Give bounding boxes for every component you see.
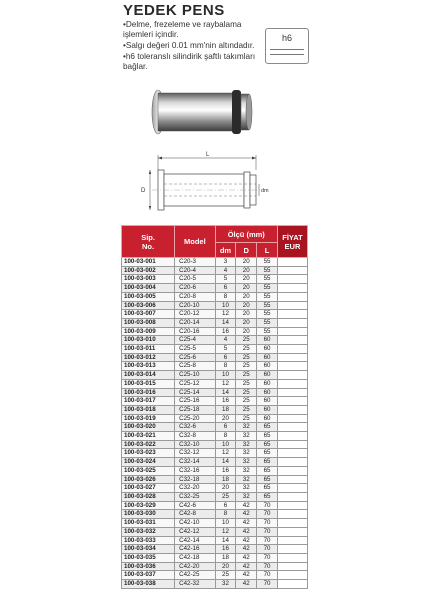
l-cell: 60	[257, 388, 278, 397]
price-cell	[277, 440, 307, 449]
model-cell: C42-32	[175, 580, 215, 589]
d-cell: 32	[236, 466, 257, 475]
model-cell: C20-12	[175, 310, 215, 319]
price-cell	[277, 258, 307, 267]
d-cell: 42	[236, 519, 257, 528]
sip-no-cell: 100-03-018	[122, 405, 175, 414]
dm-cell: 20	[215, 484, 236, 493]
model-cell: C25-6	[175, 353, 215, 362]
sip-no-cell: 100-03-019	[122, 414, 175, 423]
table-row	[122, 292, 308, 301]
d-cell: 25	[236, 414, 257, 423]
dm-cell: 14	[215, 318, 236, 327]
feature-item: •Delme, frezeleme ve raybalama işlemleri içindir.	[123, 20, 242, 39]
d-cell: 20	[236, 301, 257, 310]
d-cell: 20	[236, 275, 257, 284]
sip-no-cell: 100-03-020	[122, 423, 175, 432]
table-row	[122, 510, 308, 519]
table-row	[122, 405, 308, 414]
table-row	[122, 536, 308, 545]
d-cell: 20	[236, 258, 257, 267]
dm-cell: 16	[215, 466, 236, 475]
l-cell: 65	[257, 432, 278, 441]
l-cell: 70	[257, 519, 278, 528]
sip-no-cell: 100-03-016	[122, 388, 175, 397]
sip-no-cell: 100-03-033	[122, 536, 175, 545]
l-cell: 70	[257, 545, 278, 554]
price-cell	[277, 379, 307, 388]
l-cell: 70	[257, 580, 278, 589]
table-row	[122, 345, 308, 354]
price-cell	[277, 284, 307, 293]
dm-cell: 20	[215, 414, 236, 423]
l-cell: 65	[257, 466, 278, 475]
table-row	[122, 318, 308, 327]
feature-item: •h6 toleranslı silindirik şaftlı takımları bağlar.	[123, 52, 256, 71]
table-row	[122, 266, 308, 275]
l-cell: 65	[257, 449, 278, 458]
price-cell	[277, 405, 307, 414]
price-cell	[277, 388, 307, 397]
sip-no-header: Sip. No.	[122, 226, 175, 258]
l-cell: 55	[257, 266, 278, 275]
sip-no-cell: 100-03-038	[122, 580, 175, 589]
model-cell: C25-8	[175, 362, 215, 371]
sip-no-cell: 100-03-035	[122, 553, 175, 562]
l-cell: 70	[257, 536, 278, 545]
table-row	[122, 458, 308, 467]
sip-no-cell: 100-03-008	[122, 318, 175, 327]
model-cell: C20-4	[175, 266, 215, 275]
model-cell: C32-18	[175, 475, 215, 484]
sip-no-cell: 100-03-003	[122, 275, 175, 284]
d-cell: 25	[236, 345, 257, 354]
price-cell	[277, 571, 307, 580]
dm-cell: 25	[215, 492, 236, 501]
sip-no-cell: 100-03-029	[122, 501, 175, 510]
sip-no-cell: 100-03-001	[122, 258, 175, 267]
model-cell: C42-18	[175, 553, 215, 562]
tolerance-label: h6	[281, 33, 292, 43]
dm-cell: 10	[215, 519, 236, 528]
dm-cell: 6	[215, 284, 236, 293]
model-cell: C25-18	[175, 405, 215, 414]
dm-cell: 12	[215, 379, 236, 388]
price-cell	[277, 492, 307, 501]
l-cell: 60	[257, 379, 278, 388]
price-cell	[277, 362, 307, 371]
l-cell: 60	[257, 397, 278, 406]
price-cell	[277, 580, 307, 589]
table-row	[122, 310, 308, 319]
model-cell: C25-14	[175, 388, 215, 397]
price-cell	[277, 423, 307, 432]
d-cell: 42	[236, 553, 257, 562]
dm-cell: 8	[215, 432, 236, 441]
d-cell: 20	[236, 292, 257, 301]
tolerance-badge	[265, 28, 309, 64]
table-row	[122, 388, 308, 397]
table-row	[122, 353, 308, 362]
sip-no-cell: 100-03-006	[122, 301, 175, 310]
sip-no-cell: 100-03-023	[122, 449, 175, 458]
table-row	[122, 492, 308, 501]
dm-cell: 16	[215, 327, 236, 336]
l-cell: 65	[257, 492, 278, 501]
price-cell	[277, 327, 307, 336]
dm-cell: 12	[215, 527, 236, 536]
table-row	[122, 379, 308, 388]
d-cell: 25	[236, 388, 257, 397]
d-cell: 25	[236, 336, 257, 345]
dm-cell: 18	[215, 405, 236, 414]
price-cell	[277, 353, 307, 362]
l-cell: 60	[257, 405, 278, 414]
model-cell: C20-6	[175, 284, 215, 293]
dm-cell: 14	[215, 388, 236, 397]
sip-no-cell: 100-03-025	[122, 466, 175, 475]
diameter-label: D	[141, 188, 146, 194]
dm-cell: 16	[215, 545, 236, 554]
sip-no-cell: 100-03-007	[122, 310, 175, 319]
table-row	[122, 545, 308, 554]
table-row	[122, 327, 308, 336]
price-cell	[277, 414, 307, 423]
price-cell	[277, 527, 307, 536]
table-row	[122, 466, 308, 475]
price-cell	[277, 545, 307, 554]
d-cell: 42	[236, 536, 257, 545]
d-cell: 32	[236, 484, 257, 493]
sip-no-cell: 100-03-002	[122, 266, 175, 275]
dm-cell: 12	[215, 449, 236, 458]
l-cell: 55	[257, 284, 278, 293]
d-cell: 42	[236, 510, 257, 519]
model-cell: C20-14	[175, 318, 215, 327]
price-cell	[277, 536, 307, 545]
l-cell: 60	[257, 336, 278, 345]
price-cell	[277, 301, 307, 310]
price-cell	[277, 432, 307, 441]
dm-cell: 32	[215, 580, 236, 589]
price-cell	[277, 318, 307, 327]
table-row	[122, 371, 308, 380]
sip-no-cell: 100-03-010	[122, 336, 175, 345]
d-cell: 25	[236, 379, 257, 388]
price-cell	[277, 484, 307, 493]
model-cell: C42-14	[175, 536, 215, 545]
model-cell: C20-16	[175, 327, 215, 336]
l-cell: 70	[257, 510, 278, 519]
l-cell: 70	[257, 501, 278, 510]
table-row	[122, 580, 308, 589]
dm-cell: 6	[215, 423, 236, 432]
dm-cell: 10	[215, 371, 236, 380]
l-cell: 55	[257, 301, 278, 310]
d-cell: 32	[236, 449, 257, 458]
model-cell: C32-12	[175, 449, 215, 458]
sip-no-cell: 100-03-028	[122, 492, 175, 501]
price-cell	[277, 519, 307, 528]
sip-no-cell: 100-03-005	[122, 292, 175, 301]
model-cell: C42-8	[175, 510, 215, 519]
feature-list	[123, 20, 273, 73]
table-body	[122, 258, 308, 589]
l-header: L	[257, 243, 278, 258]
table-row	[122, 527, 308, 536]
sip-no-cell: 100-03-037	[122, 571, 175, 580]
model-cell: C25-10	[175, 371, 215, 380]
dm-cell: 18	[215, 553, 236, 562]
price-cell	[277, 336, 307, 345]
dm-cell: 14	[215, 536, 236, 545]
l-cell: 65	[257, 475, 278, 484]
d-cell: 42	[236, 501, 257, 510]
d-cell: 25	[236, 397, 257, 406]
price-cell	[277, 475, 307, 484]
d-cell: 25	[236, 405, 257, 414]
d-cell: 32	[236, 492, 257, 501]
price-cell	[277, 345, 307, 354]
sip-no-cell: 100-03-032	[122, 527, 175, 536]
table-row	[122, 423, 308, 432]
sip-no-cell: 100-03-022	[122, 440, 175, 449]
model-cell: C32-16	[175, 466, 215, 475]
table-row	[122, 519, 308, 528]
table-row	[122, 432, 308, 441]
d-cell: 32	[236, 440, 257, 449]
l-cell: 60	[257, 362, 278, 371]
l-cell: 55	[257, 258, 278, 267]
model-cell: C32-6	[175, 423, 215, 432]
d-cell: 32	[236, 475, 257, 484]
dm-cell: 8	[215, 292, 236, 301]
l-cell: 65	[257, 458, 278, 467]
d-cell: 25	[236, 371, 257, 380]
sip-no-cell: 100-03-036	[122, 562, 175, 571]
table-row	[122, 336, 308, 345]
sip-no-cell: 100-03-015	[122, 379, 175, 388]
model-cell: C25-16	[175, 397, 215, 406]
model-cell: C32-10	[175, 440, 215, 449]
table-row	[122, 562, 308, 571]
dm-cell: 5	[215, 345, 236, 354]
sip-no-cell: 100-03-027	[122, 484, 175, 493]
model-cell: C42-12	[175, 527, 215, 536]
model-cell: C42-6	[175, 501, 215, 510]
table-row	[122, 501, 308, 510]
bore-label: dm	[261, 188, 269, 194]
sip-no-cell: 100-03-004	[122, 284, 175, 293]
price-cell	[277, 266, 307, 275]
sip-no-cell: 100-03-026	[122, 475, 175, 484]
table-row	[122, 362, 308, 371]
feature-item: •Salgı değeri 0.01 mm'nin altındadır.	[123, 41, 255, 50]
price-cell	[277, 501, 307, 510]
model-header: Model	[175, 226, 215, 258]
collet-photo	[150, 80, 260, 142]
sip-no-cell: 100-03-011	[122, 345, 175, 354]
shaft-symbol-icon	[270, 49, 304, 55]
model-cell: C20-5	[175, 275, 215, 284]
d-cell: 42	[236, 527, 257, 536]
sip-no-cell: 100-03-017	[122, 397, 175, 406]
dm-cell: 8	[215, 362, 236, 371]
dm-cell: 8	[215, 510, 236, 519]
model-cell: C20-3	[175, 258, 215, 267]
table-row	[122, 275, 308, 284]
dm-cell: 18	[215, 475, 236, 484]
model-cell: C32-8	[175, 432, 215, 441]
table-row	[122, 284, 308, 293]
model-cell: C25-20	[175, 414, 215, 423]
d-cell: 42	[236, 571, 257, 580]
table-row	[122, 553, 308, 562]
d-cell: 32	[236, 458, 257, 467]
price-cell	[277, 458, 307, 467]
l-cell: 60	[257, 371, 278, 380]
d-cell: 20	[236, 266, 257, 275]
dm-cell: 16	[215, 397, 236, 406]
l-cell: 55	[257, 310, 278, 319]
table-row	[122, 301, 308, 310]
sip-no-cell: 100-03-034	[122, 545, 175, 554]
l-cell: 60	[257, 353, 278, 362]
l-cell: 55	[257, 327, 278, 336]
dm-cell: 10	[215, 440, 236, 449]
l-cell: 65	[257, 423, 278, 432]
l-cell: 55	[257, 318, 278, 327]
price-cell	[277, 275, 307, 284]
d-cell: 20	[236, 284, 257, 293]
l-cell: 60	[257, 414, 278, 423]
sip-no-cell: 100-03-014	[122, 371, 175, 380]
dm-cell: 4	[215, 336, 236, 345]
price-header: FİYAT EUR	[277, 226, 307, 258]
olcu-header: Ölçü (mm)	[215, 226, 277, 243]
sip-no-cell: 100-03-009	[122, 327, 175, 336]
price-cell	[277, 397, 307, 406]
model-cell: C25-12	[175, 379, 215, 388]
l-cell: 65	[257, 440, 278, 449]
d-cell: 42	[236, 545, 257, 554]
price-cell	[277, 466, 307, 475]
dm-cell: 4	[215, 266, 236, 275]
dm-cell: 14	[215, 458, 236, 467]
model-cell: C20-8	[175, 292, 215, 301]
sip-no-cell: 100-03-021	[122, 432, 175, 441]
d-cell: 25	[236, 353, 257, 362]
dm-cell: 6	[215, 353, 236, 362]
model-cell: C42-20	[175, 562, 215, 571]
page-title: YEDEK PENS	[123, 2, 225, 19]
price-cell	[277, 510, 307, 519]
price-cell	[277, 371, 307, 380]
l-cell: 70	[257, 571, 278, 580]
table-row	[122, 571, 308, 580]
length-label: L	[206, 152, 210, 158]
d-cell: 20	[236, 327, 257, 336]
d-cell: 42	[236, 562, 257, 571]
model-cell: C32-20	[175, 484, 215, 493]
table-row	[122, 484, 308, 493]
dm-cell: 12	[215, 310, 236, 319]
price-cell	[277, 562, 307, 571]
d-cell: 20	[236, 310, 257, 319]
d-cell: 32	[236, 432, 257, 441]
price-cell	[277, 553, 307, 562]
table-row	[122, 414, 308, 423]
d-cell: 20	[236, 318, 257, 327]
table-row	[122, 258, 308, 267]
d-cell: 25	[236, 362, 257, 371]
sip-no-cell: 100-03-031	[122, 519, 175, 528]
dm-cell: 25	[215, 571, 236, 580]
table-row	[122, 449, 308, 458]
model-cell: C25-5	[175, 345, 215, 354]
dm-cell: 6	[215, 501, 236, 510]
price-cell	[277, 292, 307, 301]
table-row	[122, 397, 308, 406]
technical-drawing	[132, 150, 272, 222]
sip-no-cell: 100-03-013	[122, 362, 175, 371]
model-cell: C32-25	[175, 492, 215, 501]
dm-cell: 3	[215, 258, 236, 267]
table-row	[122, 440, 308, 449]
price-cell	[277, 449, 307, 458]
price-cell	[277, 310, 307, 319]
l-cell: 55	[257, 275, 278, 284]
model-cell: C42-16	[175, 545, 215, 554]
d-header: D	[236, 243, 257, 258]
l-cell: 70	[257, 527, 278, 536]
l-cell: 70	[257, 562, 278, 571]
table-row	[122, 475, 308, 484]
dm-header: dm	[215, 243, 236, 258]
model-cell: C42-10	[175, 519, 215, 528]
d-cell: 32	[236, 423, 257, 432]
sip-no-cell: 100-03-012	[122, 353, 175, 362]
dm-cell: 10	[215, 301, 236, 310]
l-cell: 55	[257, 292, 278, 301]
model-cell: C32-14	[175, 458, 215, 467]
dm-cell: 5	[215, 275, 236, 284]
sip-no-cell: 100-03-024	[122, 458, 175, 467]
l-cell: 60	[257, 345, 278, 354]
dm-cell: 20	[215, 562, 236, 571]
model-cell: C20-10	[175, 301, 215, 310]
sip-no-cell: 100-03-030	[122, 510, 175, 519]
d-cell: 42	[236, 580, 257, 589]
model-cell: C25-4	[175, 336, 215, 345]
model-cell: C42-25	[175, 571, 215, 580]
l-cell: 70	[257, 553, 278, 562]
price-table	[121, 225, 308, 589]
l-cell: 65	[257, 484, 278, 493]
